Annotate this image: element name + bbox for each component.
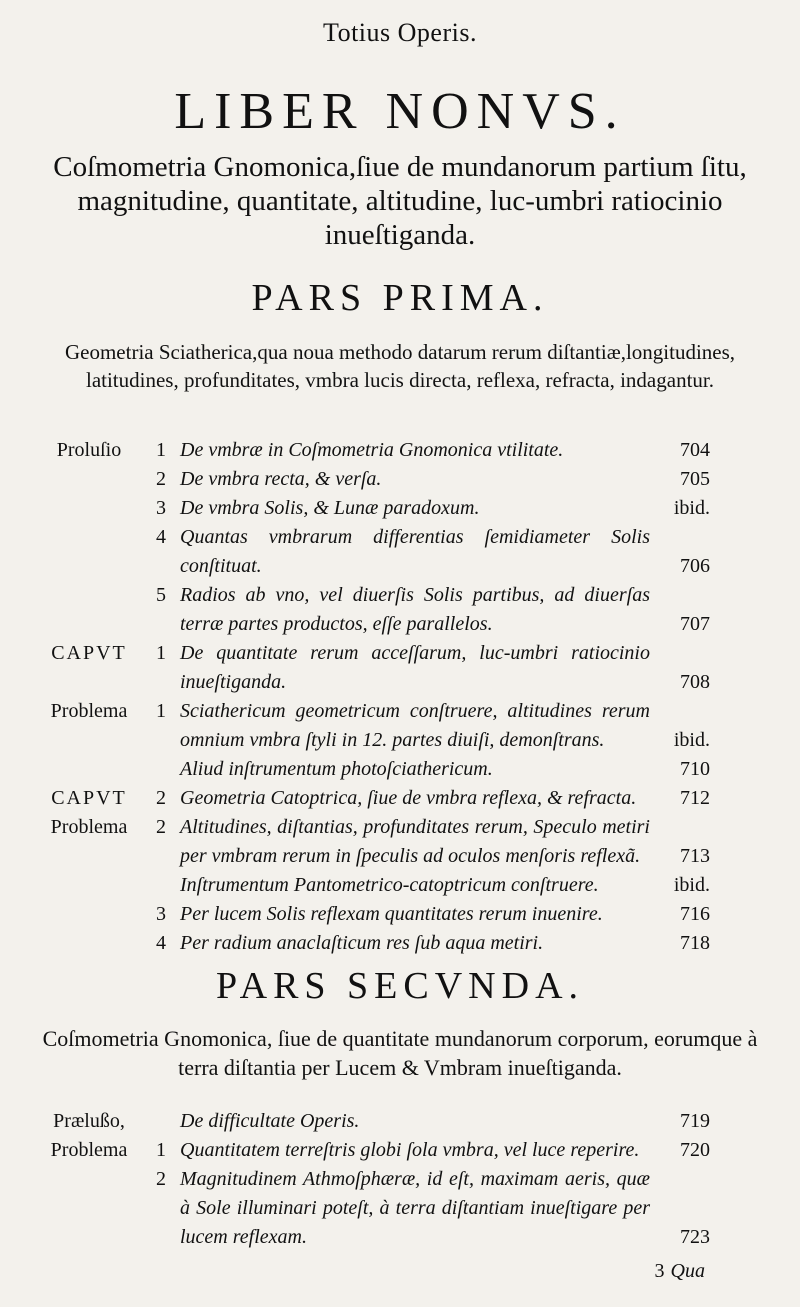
catchword: Qua <box>670 1260 705 1282</box>
entry-number: 4 <box>156 932 166 954</box>
entry-label: Problema <box>50 816 128 838</box>
entry-number: 5 <box>156 584 166 606</box>
entry-title: Sciathericum geometricum conſtruere, altitudines rerum omnium vmbra ſtyli in 12. partes diuiſi, demonſtrans. <box>180 700 650 751</box>
entry-page: ibid. <box>673 729 710 751</box>
entry-title: Inſtrumentum Pantometrico-catoptricum conſtruere. <box>180 874 599 896</box>
part-one-contents <box>0 436 800 958</box>
entry-title: De vmbra recta, & verſa. <box>180 468 382 490</box>
signature-mark: 3 <box>654 1260 665 1282</box>
entry-page: 706 <box>680 555 710 577</box>
entry-page: 720 <box>680 1139 710 1161</box>
entry-page: 718 <box>680 932 710 954</box>
part-one-subtitle: Geometria Sciatherica,qua noua methodo datarum rerum diſtantiæ,longitudines, latitudines, profunditates, vmbra lucis directa, reflexa, refracta, indagantur. <box>64 340 736 392</box>
entry-number: 1 <box>156 700 166 722</box>
entry-number: 2 <box>156 816 166 838</box>
entry-title: De difficultate Operis. <box>180 1110 360 1132</box>
entry-title: De quantitate rerum acceſſarum, luc-umbri ratiocinio inueſtiganda. <box>180 642 650 693</box>
entry-page: 713 <box>680 845 710 867</box>
entry-page: 723 <box>680 1226 710 1248</box>
running-head: Totius Operis. <box>323 18 477 47</box>
toc-entry <box>0 784 800 813</box>
entry-page: 716 <box>680 903 710 925</box>
entry-page: 710 <box>680 758 710 780</box>
toc-entry <box>0 871 800 900</box>
entry-title: De vmbræ in Coſmometria Gnomonica vtilitate. <box>180 439 564 461</box>
toc-entry <box>0 755 800 784</box>
entry-number: 2 <box>156 1168 166 1190</box>
entry-title: Altitudines, diſtantias, profunditates rerum, Speculo metiri per vmbram rerum in ſpeculis ad oculos menſoris reflexã. <box>180 816 650 867</box>
entry-title: Magnitudinem Athmoſphæræ, id eſt, maximam aeris, quæ à Sole illuminari poteſt, à terra diſtantiam inueſtigare per lucem reflexam. <box>180 1168 650 1248</box>
entry-number: 1 <box>156 642 166 664</box>
toc-entry <box>0 465 800 494</box>
toc-entry <box>0 494 800 523</box>
entry-page: 705 <box>680 468 710 490</box>
entry-number: 3 <box>156 903 166 925</box>
entry-number: 1 <box>156 1139 166 1161</box>
toc-entry <box>0 1136 800 1165</box>
entry-label: CAPVT <box>51 642 127 664</box>
toc-entry <box>0 813 800 871</box>
entry-page: 719 <box>680 1110 710 1132</box>
book-subtitle: Coſmometria Gnomonica,ſiue de mundanorum partium ſitu, magnitudine, quantitate, altitudine, luc-umbri ratiocinio inueſtiganda. <box>53 151 747 251</box>
entry-title: Aliud inſtrumentum photoſciathericum. <box>180 758 493 780</box>
toc-entry <box>0 639 800 697</box>
entry-page: 708 <box>680 671 710 693</box>
part-two-subtitle: Coſmometria Gnomonica, ſiue de quantitate mundanorum corporum, eorumque à terra diſtantia per Lucem & Vmbram inueſtiganda. <box>42 1026 758 1080</box>
toc-entry <box>0 436 800 465</box>
toc-entry <box>0 697 800 755</box>
part-one-title: PARS PRIMA. <box>251 277 549 319</box>
entry-title: Quantas vmbrarum differentias ſemidiameter Solis conſtituat. <box>180 526 650 577</box>
entry-title: De vmbra Solis, & Lunæ paradoxum. <box>180 497 480 519</box>
entry-page: 704 <box>680 439 710 461</box>
entry-page: ibid. <box>673 497 710 519</box>
entry-number: 1 <box>156 439 166 461</box>
entry-title: Per radium anaclaſticum res ſub aqua metiri. <box>180 932 544 954</box>
entry-number: 2 <box>156 468 166 490</box>
toc-entry <box>0 581 800 639</box>
entry-number: 3 <box>156 497 166 519</box>
toc-entry <box>0 900 800 929</box>
entry-label: Problema <box>50 700 128 722</box>
toc-entry <box>0 1165 800 1252</box>
entry-page: 712 <box>680 787 710 809</box>
toc-entry <box>0 1107 800 1136</box>
entry-page: 707 <box>680 613 710 635</box>
entry-title: Quantitatem terreſtris globi ſola vmbra, vel luce reperire. <box>180 1139 640 1161</box>
entry-label: Problema <box>50 1139 128 1161</box>
entry-label: Prælußo, <box>53 1110 125 1132</box>
entry-number: 4 <box>156 526 166 548</box>
toc-entry <box>0 929 800 958</box>
part-two-title: PARS SECVNDA. <box>215 965 585 1007</box>
catchword-line <box>655 1260 705 1283</box>
book-title: LIBER NONVS. <box>174 83 626 140</box>
entry-label: Proluſio <box>56 439 122 461</box>
part-two-contents <box>0 1107 800 1252</box>
entry-title: Geometria Catoptrica, ſiue de vmbra reflexa, & refracta. <box>180 787 637 809</box>
entry-page: ibid. <box>673 874 710 896</box>
entry-label: CAPVT <box>51 787 127 809</box>
entry-number: 2 <box>156 787 166 809</box>
toc-entry <box>0 523 800 581</box>
entry-title: Radios ab vno, vel diuerſis Solis partibus, ad diuerſas terræ partes productos, eſſe parallelos. <box>180 584 650 635</box>
entry-title: Per lucem Solis reflexam quantitates rerum inuenire. <box>180 903 603 925</box>
